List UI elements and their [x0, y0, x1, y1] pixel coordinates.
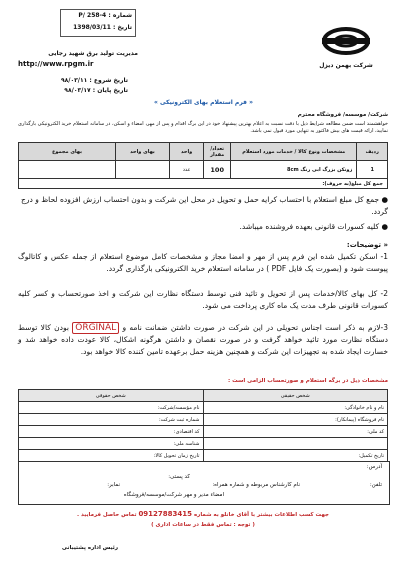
field-company-name[interactable]: نام مؤسسه/شرکت: — [19, 402, 204, 414]
recipient-line: شرکت/ موسسه/ فروشگاه محترم — [297, 112, 388, 118]
form-title: « فرم استعلام بهای الکترونیکی » — [154, 99, 253, 106]
date-label: تاریخ : — [112, 24, 132, 31]
col-header-unit-price: بهای واحد — [115, 143, 169, 161]
fax-label[interactable]: نمابر: — [107, 482, 120, 488]
condition-2-text: کلیه کسورات قانونی بعهده فروشنده میباشد. — [239, 222, 380, 231]
end-date-value: ۹۸/۰۳/۱۷ — [64, 87, 91, 94]
col-header-legal: شخص حقوقی — [19, 390, 204, 402]
date-value: 1398/03/11 — [73, 24, 111, 31]
cell-total[interactable] — [19, 161, 116, 179]
col-header-qty: تعداد/ مقدار — [204, 143, 231, 161]
company-logo — [308, 22, 384, 60]
sig-section-title: مشخصات ذیل در برگه استعلام و صورتحساب الزامی است : — [228, 378, 388, 384]
company-name: شرکت بهمن دیزل — [319, 62, 373, 69]
items-table — [18, 142, 388, 189]
col-header-description: مشخصات ونوع کالا / خدمات مورد استعلام — [231, 143, 357, 161]
signature-title: رئیس اداره پشتیبانی — [61, 545, 118, 551]
cell-unit-price[interactable] — [115, 161, 169, 179]
phone-label[interactable]: تلفن: — [369, 482, 382, 488]
field-blank — [203, 438, 388, 450]
department-name: مدیریت تولید برق شهید رجایی — [48, 50, 138, 57]
number-label: شماره : — [108, 12, 132, 19]
number-value: P/ 258-4 — [78, 12, 107, 19]
field-full-name[interactable]: نام و نام خانوادگی: — [203, 402, 388, 414]
end-date-label: تاریخ پایان : — [92, 87, 128, 94]
office-hours-note: ( توجه : تماس فقط در ساعات اداری ) — [151, 522, 255, 528]
col-header-row: ردیف — [357, 143, 388, 161]
note-3 — [18, 322, 388, 358]
contact-line — [18, 511, 388, 519]
col-header-total: بهای مجموع — [19, 143, 116, 161]
col-header-unit: واحد — [169, 143, 203, 161]
notes-title: « توضیحات: — [346, 241, 388, 249]
start-date-value: ۹۸/۰۳/۱۱ — [60, 77, 88, 84]
address-label[interactable]: آدرس: — [366, 464, 382, 470]
header-frame — [60, 9, 136, 37]
condition-1-text: جمع کل مبلغ استعلام با احتساب کرایه حمل و تحویل در محل این شرکت و بدون احتساب ارزش افزوده لحاظ و درج گردد. — [21, 195, 388, 216]
field-economic-code[interactable]: کد اقتصادی: — [19, 426, 204, 438]
field-completion-date[interactable]: تاریخ تکمیل: — [203, 450, 388, 462]
total-words-label[interactable]: جمع کل مبلغ(به حروف): — [19, 179, 388, 189]
bullet-icon: ● — [379, 222, 388, 231]
website-link[interactable]: http://www.rpgm.ir — [18, 60, 94, 68]
intro-paragraph: خواهشمند است ضمن مطالعه شرایط ذیل با دقت نسبت به اعلام بهترین پیشنهاد خود در این برگ اقدام و پس از مهر، امضاء و اسکن، در سامانه استعلام خرید الکترونیکی بارگذاری نمایید، ارائه قیمت های بیش فاکتور به تنهایی مورد قبول نمی باشد. — [18, 121, 388, 134]
start-date-label: تاریخ شروع : — [89, 77, 128, 84]
condition-1 — [18, 194, 388, 218]
field-shop-name[interactable]: نام فروشگاه (پیمانکار): — [203, 414, 388, 426]
contact-text-after: تماس حاصل فرمایید . — [77, 512, 137, 518]
bullet-icon: ● — [379, 195, 388, 204]
postal-code-label[interactable]: کد پستی: — [168, 474, 190, 480]
table-total-row — [19, 179, 388, 189]
note-2: 2- کل بهای کالا/خدمات پس از تحویل و تائید فنی توسط دستگاه نظارت این شرکت و اخذ صورتحساب و کسر کلیه کسورات قانونی طرف مدت یک ماه کاری پرداخت می شود. — [18, 289, 388, 310]
field-national-id[interactable]: شناسه ملی: — [19, 438, 204, 450]
end-date-line — [18, 87, 128, 95]
cell-description: زونکن بزرگ ابی رنگ 8cm — [231, 161, 357, 179]
col-header-real: شخص حقیقی — [203, 390, 388, 402]
field-delivery-date[interactable]: تاریخ زمان تحویل کالا: — [19, 450, 204, 462]
note-3-part-2: بودن کالا توسط دستگاه نظارت مورد تائید خواهد گرفت و در صورت نقصان و داشتن هرگونه اشکال، کالا عودت داده خواهد شد و خسارت ایجاد شده به تجهیزات این شرکت و همچنین هزینه حمل برعهده تامین کننده کالا خواهد بود. — [18, 323, 388, 356]
stamp-label[interactable]: امضاء مدیر و مهر شرکت/موسسه/فروشگاه — [123, 492, 224, 498]
cell-qty: 100 — [204, 161, 231, 179]
cell-unit: عدد — [169, 161, 203, 179]
rep-label[interactable]: نام کارشناس مربوطه و شماره همراه: — [212, 482, 300, 488]
cell-row: 1 — [357, 161, 388, 179]
contact-text-before: جهت کسب اطلاعات بیشتر با آقای خانلو به شماره — [193, 512, 329, 518]
field-national-code[interactable]: کد ملی: — [203, 426, 388, 438]
condition-2 — [18, 221, 388, 233]
party-info-table — [18, 389, 388, 462]
note-1: 1- اسکن تکمیل شده این فرم پس از مهر و امضا مجاز و مشخصات کامل موضوع استعلام از جمله عکس و کاتالوگ پیوست شود و (بصورت یک فایل PDF ) در سامانه استعلام خرید الکترونیکی بارگذاری گردد. — [18, 252, 388, 273]
original-word: ORGINAL — [72, 322, 119, 334]
table-row — [19, 161, 388, 179]
bahman-logo-icon — [308, 22, 384, 60]
start-date-line — [18, 77, 128, 85]
contact-phone[interactable]: 09127883415 — [138, 510, 193, 518]
field-registration-number[interactable]: شماره ثبت شرکت: — [19, 414, 204, 426]
note-3-part-1: 3-لازم به ذکر است اجناس تحویلی در این شرکت در صورت داشتن ضمانت نامه و — [122, 323, 388, 332]
